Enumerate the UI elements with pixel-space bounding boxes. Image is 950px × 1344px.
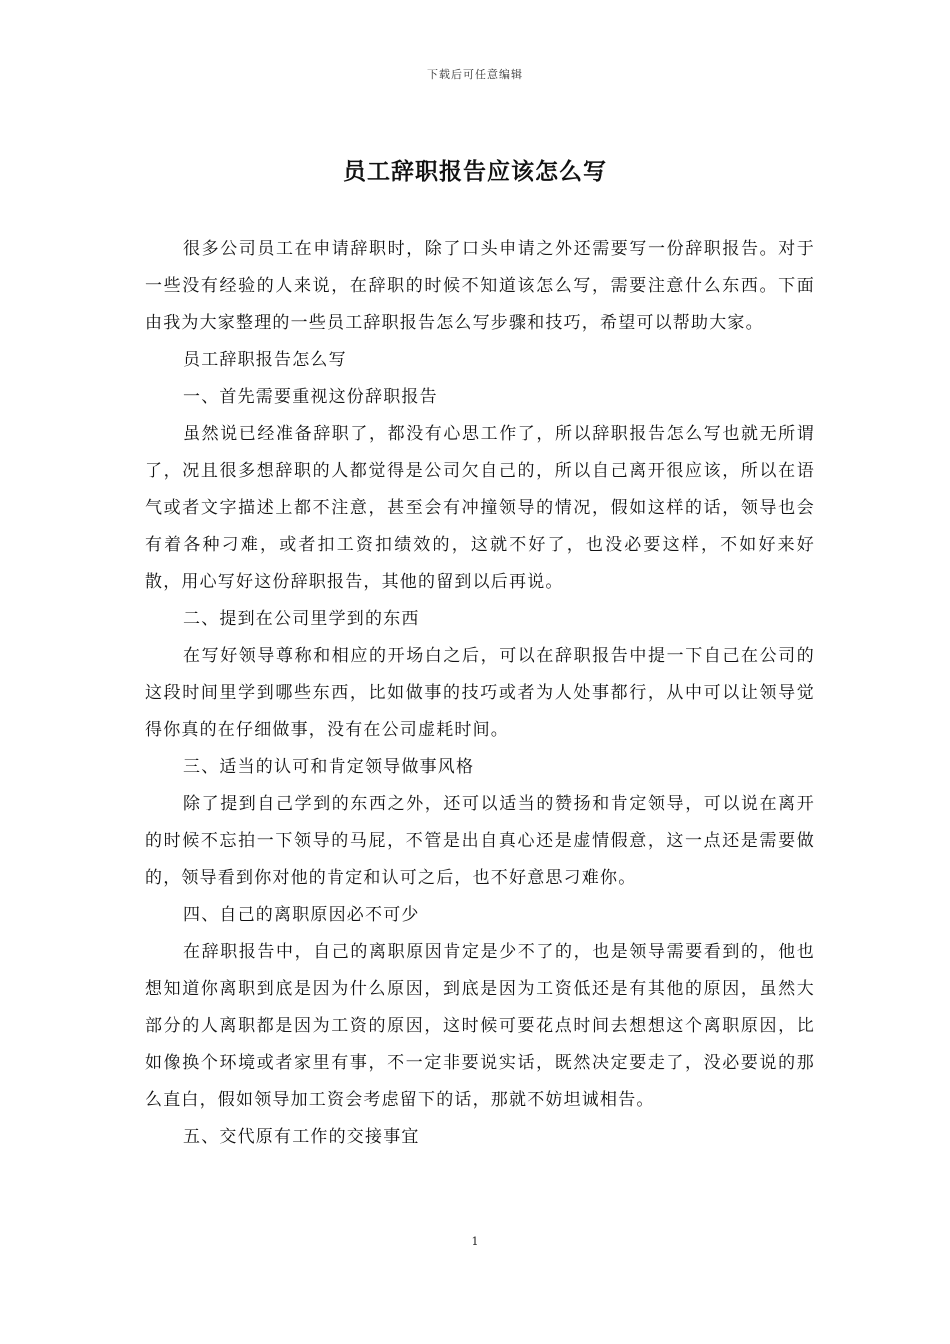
document-title: 员工辞职报告应该怎么写 [343, 158, 607, 185]
section-heading: 员工辞职报告怎么写 [183, 350, 347, 370]
body-paragraph-2: 在写好领导尊称和相应的开场白之后，可以在辞职报告中提一下自己在公司的这段时间里学到哪些东西，比如做事的技巧或者为人处事都行，从中可以让领导觉得你真的在仔细做事，没有在公司虚耗时间。 [145, 646, 815, 740]
subheading-2: 二、提到在公司里学到的东西 [183, 609, 420, 629]
header-note: 下载后可任意编辑 [427, 68, 523, 81]
subheading-5: 五、交代原有工作的交接事宜 [183, 1127, 420, 1147]
intro-paragraph: 很多公司员工在申请辞职时，除了口头申请之外还需要写一份辞职报告。对于一些没有经验的人来说，在辞职的时候不知道该怎么写，需要注意什么东西。下面由我为大家整理的一些员工辞职报告怎么写步骤和技巧，希望可以帮助大家。 [145, 239, 815, 333]
document-body [145, 231, 815, 1156]
subheading-3: 三、适当的认可和肯定领导做事风格 [183, 757, 475, 777]
subheading-4: 四、自己的离职原因必不可少 [183, 905, 420, 925]
body-paragraph-1: 虽然说已经准备辞职了，都没有心思工作了，所以辞职报告怎么写也就无所谓了，况且很多想辞职的人都觉得是公司欠自己的，所以自己离开很应该，所以在语气或者文字描述上都不注意，甚至会有冲撞领导的情况，假如这样的话，领导也会有着各种刁难，或者扣工资扣绩效的，这就不好了，也没必要这样，不如好来好散，用心写好这份辞职报告，其他的留到以后再说。 [145, 424, 815, 592]
subheading-1: 一、首先需要重视这份辞职报告 [183, 387, 438, 407]
body-paragraph-4: 在辞职报告中，自己的离职原因肯定是少不了的，也是领导需要看到的，他也想知道你离职到底是因为什么原因，到底是因为工资低还是有其他的原因，虽然大部分的人离职都是因为工资的原因，这时候可要花点时间去想想这个离职原因，比如像换个环境或者家里有事，不一定非要说实话，既然决定要走了，没必要说的那么直白，假如领导加工资会考虑留下的话，那就不妨坦诚相告。 [145, 942, 815, 1110]
body-paragraph-3: 除了提到自己学到的东西之外，还可以适当的赞扬和肯定领导，可以说在离开的时候不忘拍一下领导的马屁，不管是出自真心还是虚情假意，这一点还是需要做的，领导看到你对他的肯定和认可之后，也不好意思刁难你。 [145, 794, 815, 888]
page-number: 1 [471, 1235, 479, 1248]
